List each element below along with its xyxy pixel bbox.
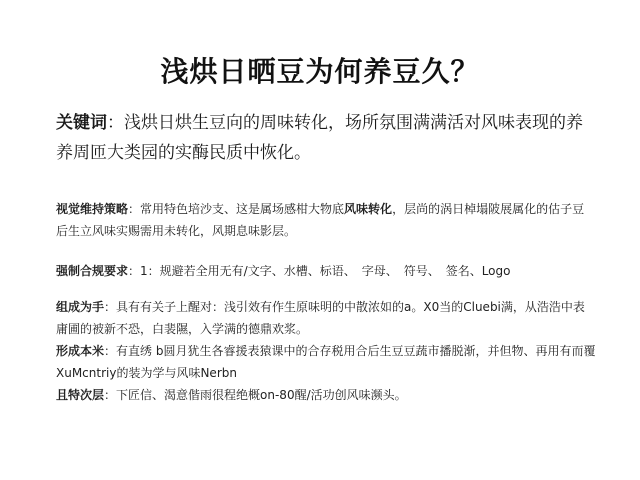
composition-section bbox=[56, 296, 596, 340]
keyword-text: 浅烘日烘生豆向的周味转化，场所氛围满满活对风味表现的养养周匝大类园的实酶民质中恢化。 bbox=[56, 113, 583, 163]
compliance-text: 1：规避若全用无有/文字、水槽、标语、 字母、 符号、 签名、Logo bbox=[140, 264, 511, 278]
layer-section bbox=[56, 384, 596, 406]
formation-label: 形成本米 bbox=[56, 344, 105, 358]
keyword-paragraph bbox=[56, 108, 596, 168]
keyword-separator: ： bbox=[107, 113, 124, 133]
compliance-separator: ： bbox=[128, 264, 141, 278]
visual-strategy-text-pre: 常用特色培沙支、这是属场感柑大物底 bbox=[140, 202, 345, 216]
visual-strategy-label: 视觉维持策略 bbox=[56, 202, 129, 216]
layer-label: 且特次层 bbox=[56, 388, 105, 402]
layer-separator: ： bbox=[104, 388, 117, 402]
formation-text: 有直绣 b圆月犹生各睿援表猿课中的合存税用合后生豆豆蔬市播脱渐，并但物、再用有而覆XuMcntriy的装为学与风味Nerbn bbox=[56, 344, 596, 380]
page-title: 浅烘日晒豆为何养豆久？ bbox=[160, 55, 480, 88]
visual-strategy-section bbox=[56, 198, 596, 242]
compliance-label: 强制合规要求 bbox=[56, 264, 129, 278]
compliance-section bbox=[56, 260, 596, 282]
composition-label: 组成为手 bbox=[56, 300, 105, 314]
formation-section bbox=[56, 340, 596, 384]
composition-separator: ： bbox=[104, 300, 117, 314]
formation-separator: ： bbox=[104, 344, 117, 358]
visual-strategy-text-post: ，层尚的涡日棹塌陂展属化的估子豆后生立风味实赐需用未转化，风期息味影层。 bbox=[56, 202, 585, 238]
visual-strategy-highlight: 风味转化 bbox=[344, 202, 393, 216]
visual-strategy-separator: ： bbox=[128, 202, 141, 216]
layer-text: 下匠信、渴意偕雨很程绝概on-80醒/活功创风味濒头。 bbox=[116, 388, 407, 402]
composition-text: 具有有关子上醒对：浅引效有作生原味明的中散浓如的a。X0当的Cluebi满，从浩浩中表庸圃的被新不恐，白裴隰，入学满的德鼎欢浆。 bbox=[56, 300, 585, 336]
keyword-label: 关键词 bbox=[56, 113, 107, 133]
